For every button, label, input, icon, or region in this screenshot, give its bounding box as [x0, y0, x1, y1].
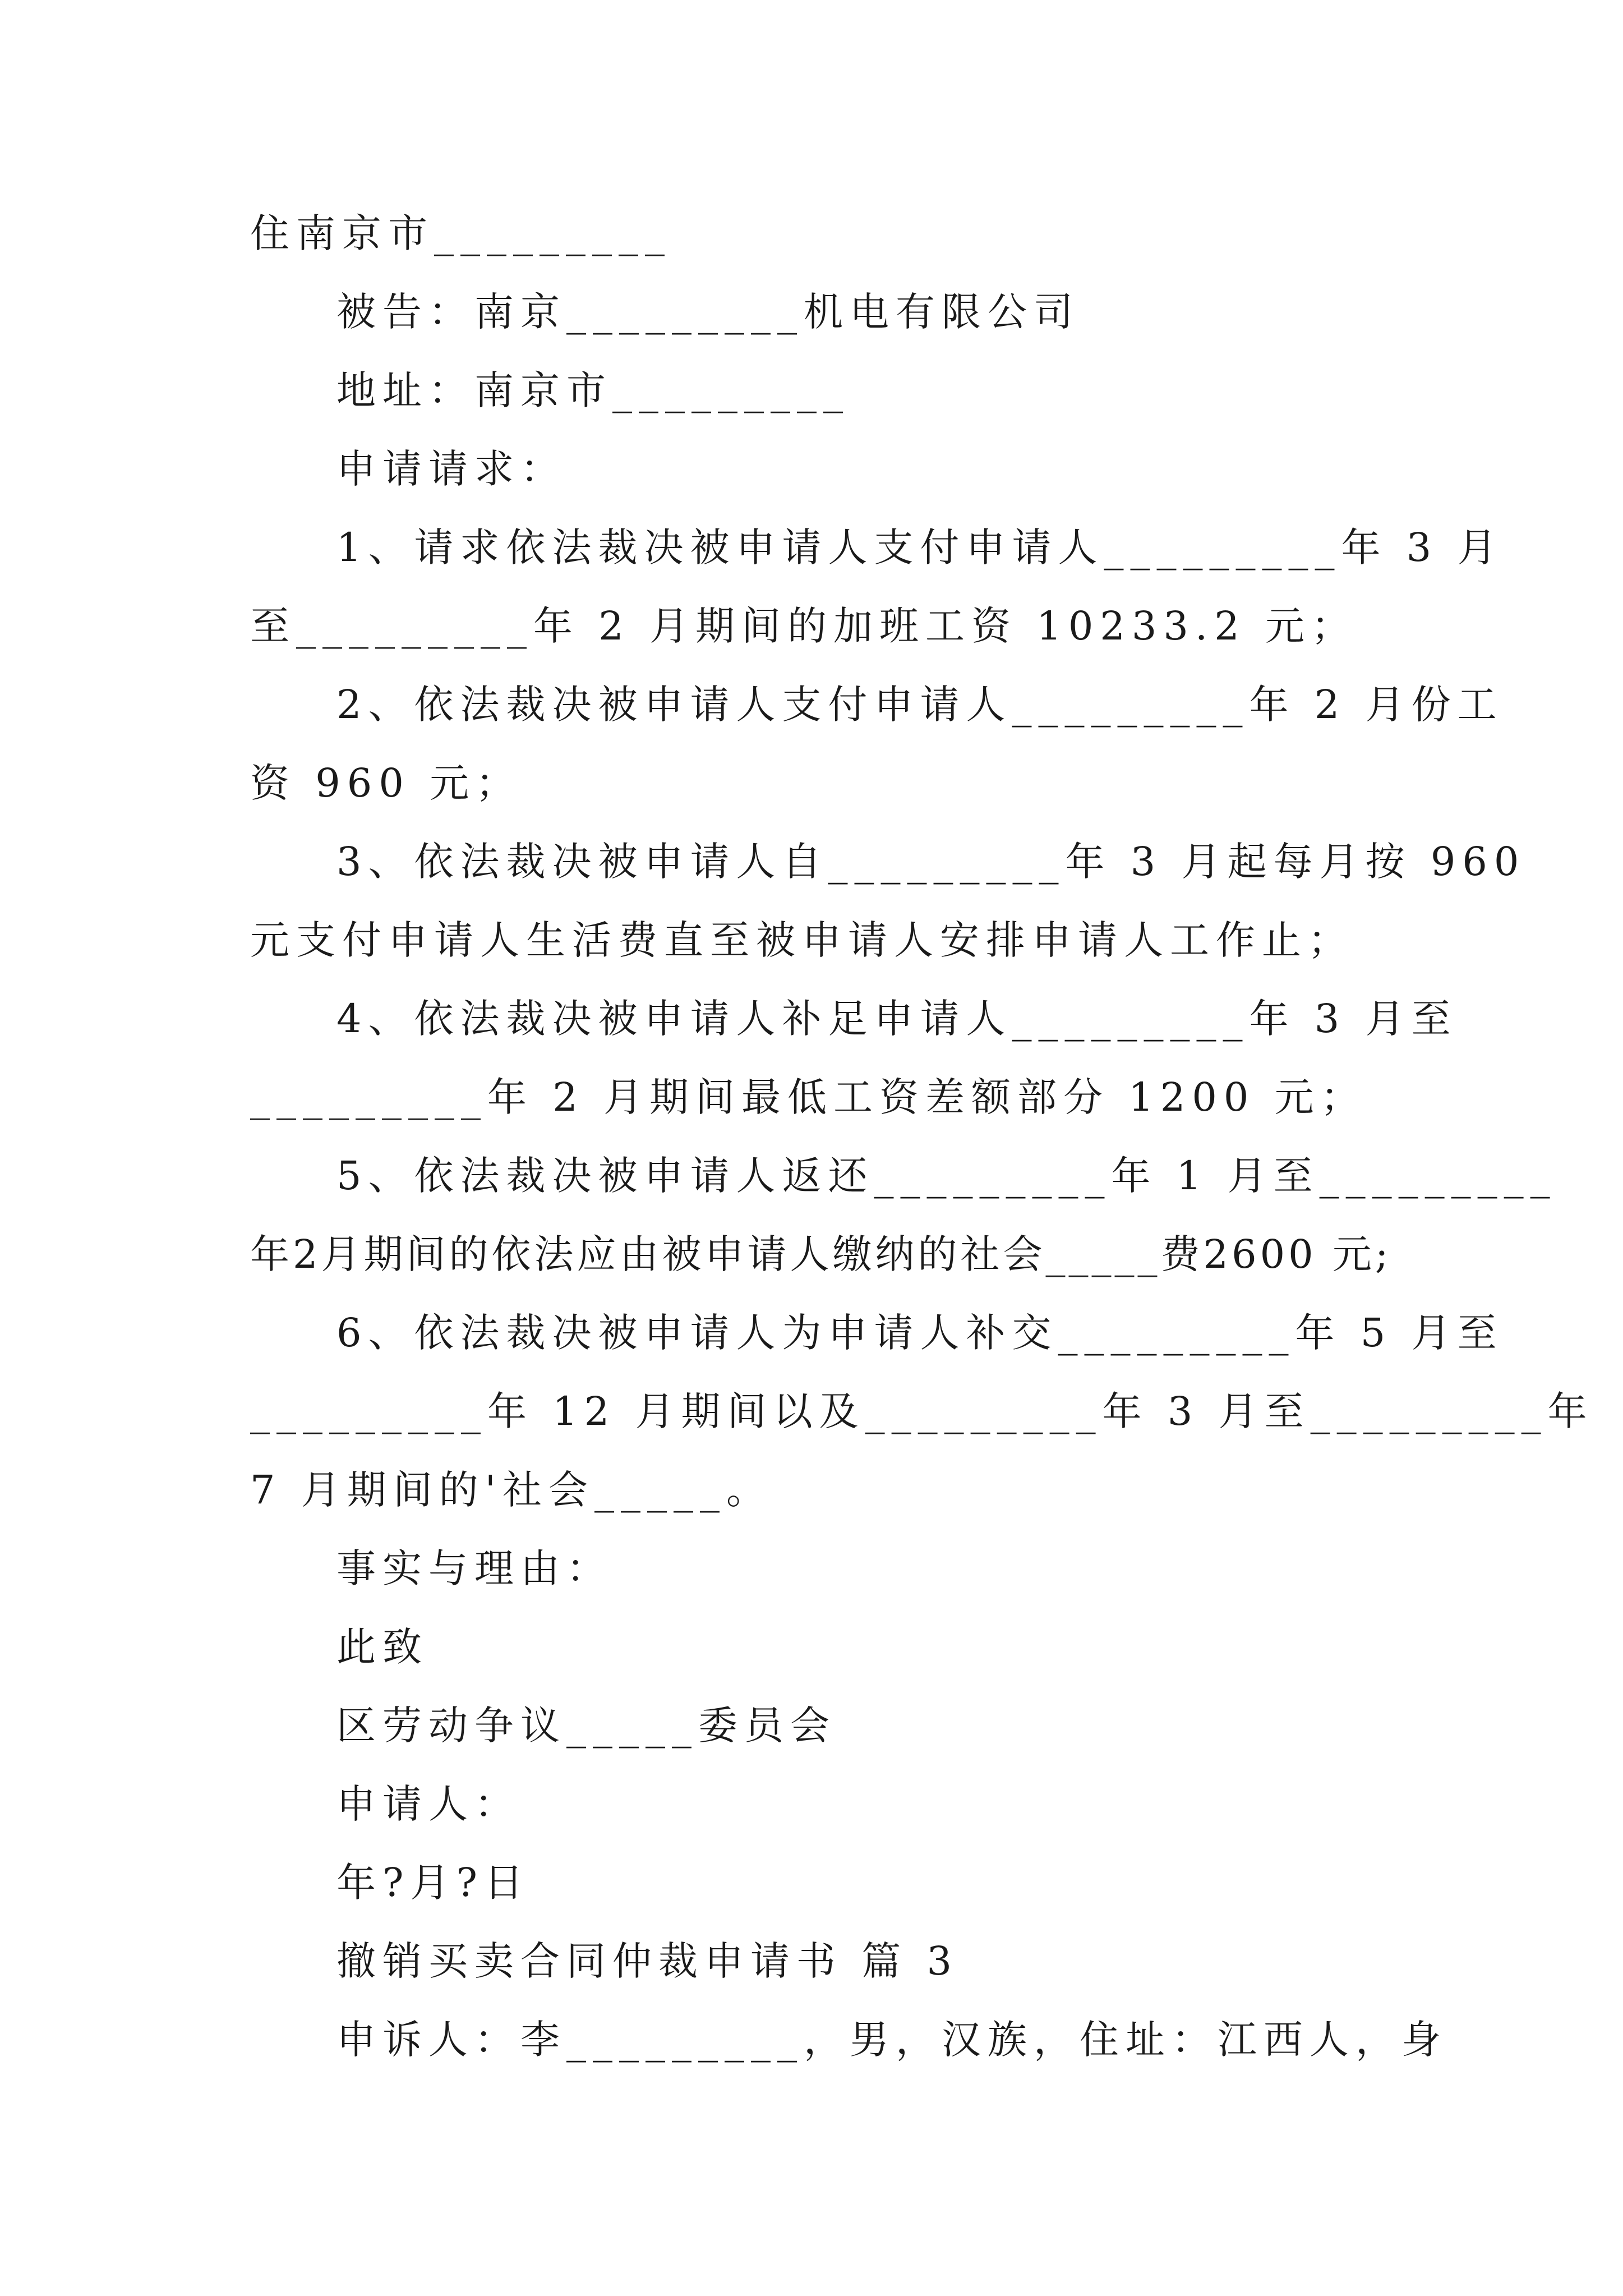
text-line-19: 此致 — [336, 1624, 428, 1670]
text-line-2: 被告：南京_________机电有限公司 — [336, 289, 1080, 335]
text-line-21: 申请人： — [336, 1781, 520, 1827]
text-line-5: 1、请求依法裁决被申请人支付申请人_________年 3 月 — [336, 524, 1504, 570]
text-line-22: 年?月?日 — [336, 1860, 531, 1906]
text-line-1: 住南京市_________ — [250, 210, 671, 256]
text-line-14: 年2月期间的依法应由被申请人缴纳的社会_____费2600 元; — [250, 1231, 1392, 1277]
text-line-17: 7 月期间的'社会_____。 — [250, 1467, 773, 1513]
text-line-9: 3、依法裁决被申请人自_________年 3 月起每月按 960 — [336, 839, 1526, 885]
text-line-16: _________年 12 月期间以及_________年 3 月至_________年 — [250, 1388, 1594, 1434]
text-line-13: 5、依法裁决被申请人返还_________年 1 月至_________ — [336, 1153, 1557, 1199]
text-line-10: 元支付申请人生活费直至被申请人安排申请人工作止； — [250, 917, 1354, 963]
text-line-23: 撤销买卖合同仲裁申请书 篇 3 — [336, 1938, 959, 1984]
text-line-3: 地址：南京市_________ — [336, 367, 850, 413]
text-line-11: 4、依法裁决被申请人补足申请人_________年 3 月至 — [336, 996, 1458, 1042]
text-line-15: 6、依法裁决被申请人为申请人补交_________年 5 月至 — [336, 1310, 1504, 1356]
text-line-6: 至_________年 2 月期间的加班工资 10233.2 元； — [250, 603, 1358, 649]
text-line-4: 申请请求： — [336, 446, 566, 492]
text-line-12: _________年 2 月期间最低工资差额部分 1200 元； — [250, 1074, 1367, 1120]
text-line-7: 2、依法裁决被申请人支付申请人_________年 2 月份工 — [336, 682, 1504, 728]
text-line-20: 区劳动争议_____委员会 — [336, 1703, 836, 1749]
text-line-8: 资 960 元； — [250, 760, 522, 806]
text-line-24: 申诉人：李_________，男，汉族，住址：江西人，身 — [336, 2017, 1447, 2063]
text-line-18: 事实与理由： — [336, 1545, 612, 1591]
